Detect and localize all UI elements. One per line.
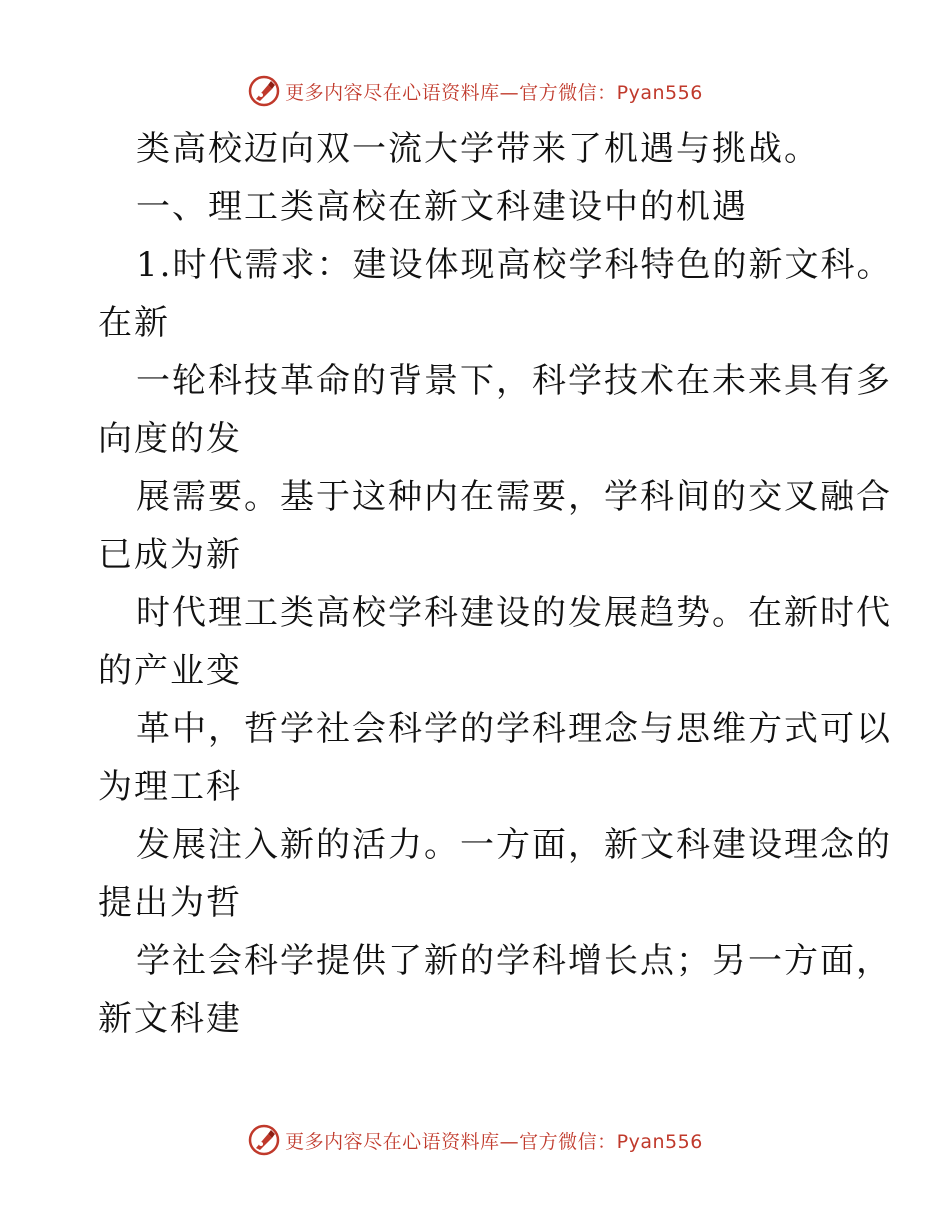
text-line: 类高校迈向双一流大学带来了机遇与挑战。 [136, 129, 820, 169]
text-line: 1.时代需求：建设体现高校学科特色的新文科。 [136, 245, 893, 285]
text-line: 向度的发 [98, 419, 242, 459]
text-line: 提出为哲 [98, 883, 242, 923]
text-line: 在新 [98, 303, 170, 343]
footer-watermark [0, 1120, 950, 1160]
pen-logo-icon [247, 74, 281, 108]
text-line: 发展注入新的活力。一方面，新文科建设理念的 [136, 825, 892, 865]
text-line: 一轮科技革命的背景下，科学技术在未来具有多 [136, 361, 892, 401]
text-line: 新文科建 [98, 999, 242, 1039]
text-line: 的产业变 [98, 651, 242, 691]
text-line: 展需要。基于这种内在需要，学科间的交叉融合 [136, 477, 892, 517]
text-line: 时代理工类高校学科建设的发展趋势。在新时代 [136, 593, 892, 633]
text-line: 为理工科 [98, 767, 242, 807]
pen-logo-icon [247, 1123, 281, 1157]
text-line: 一、理工类高校在新文科建设中的机遇 [136, 187, 748, 227]
watermark-text: 更多内容尽在心语资料库—官方微信：Pyan556 [285, 81, 703, 104]
document-body [98, 124, 893, 1052]
text-line: 革中，哲学社会科学的学科理念与思维方式可以 [136, 709, 892, 749]
watermark-text: 更多内容尽在心语资料库—官方微信：Pyan556 [285, 1130, 703, 1153]
text-line: 已成为新 [98, 535, 242, 575]
text-line: 学社会科学提供了新的学科增长点；另一方面， [136, 941, 892, 981]
header-watermark [0, 71, 950, 111]
